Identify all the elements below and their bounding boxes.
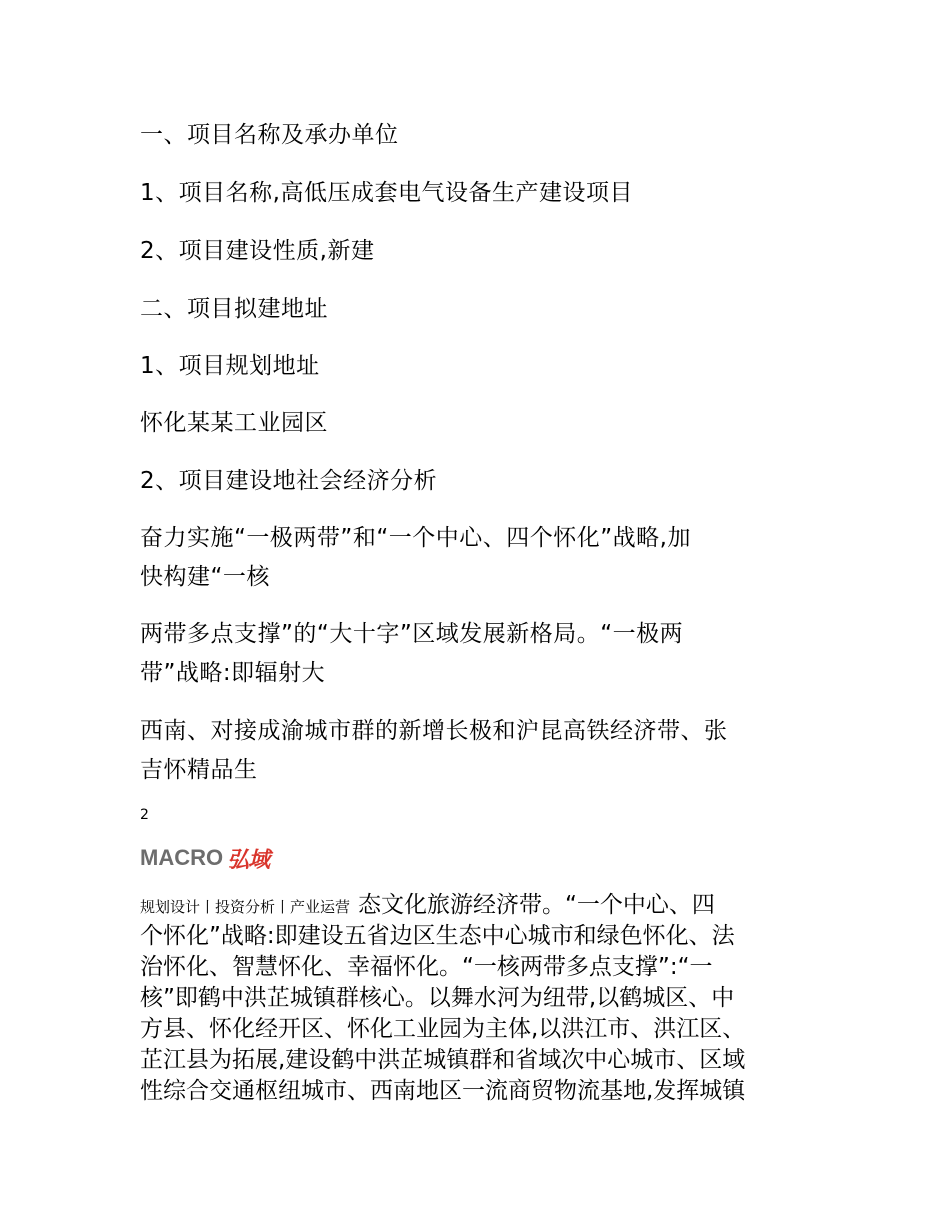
paragraph-line: 芷江县为拓展,建设鹤中洪芷城镇群和省域次中心城市、区域 — [140, 1047, 746, 1073]
heading-project-site: 二、项目拟建地址 — [140, 296, 328, 322]
project-name-line: 1、项目名称,高低压成套电气设备生产建设项目 — [140, 180, 633, 206]
paragraph-line: 治怀化、智慧怀化、幸福怀化。“一核两带多点支撑”:“一 — [140, 954, 713, 980]
body-text-line: 两带多点支撑”的“大十字”区域发展新格局。“一极两 — [140, 621, 684, 647]
heading-project-name-and-organizer: 一、项目名称及承办单位 — [140, 122, 399, 148]
page-number: 2 — [140, 807, 149, 823]
macro-logo — [140, 843, 269, 873]
body-text-line: 吉怀精品生 — [140, 757, 258, 783]
body-text-line: 带”战略:即辐射大 — [140, 660, 326, 686]
project-nature-line: 2、项目建设性质,新建 — [140, 238, 375, 264]
paragraph-line: 个怀化”战略:即建设五省边区生态中心城市和绿色怀化、法 — [140, 923, 735, 949]
logo-mark: 弘域 — [227, 847, 270, 873]
paragraph-line: 态文化旅游经济带。“一个中心、四 — [358, 892, 715, 918]
socio-economic-analysis-line: 2、项目建设地社会经济分析 — [140, 468, 438, 494]
logo-text: MACRO — [140, 845, 224, 870]
body-text-line: 快构建“一核 — [140, 564, 270, 590]
body-text-line: 奋力实施“一极两带”和“一个中心、四个怀化”战略,加 — [140, 525, 691, 551]
site-location-line: 怀化某某工业园区 — [140, 410, 328, 436]
company-tagline: 规划设计丨投资分析丨产业运营 — [140, 898, 351, 916]
project-planning-site-line: 1、项目规划地址 — [140, 353, 320, 379]
body-paragraph-first-line — [140, 890, 810, 923]
paragraph-line: 核”即鹤中洪芷城镇群核心。以舞水河为纽带,以鹤城区、中 — [140, 985, 735, 1011]
body-text-line: 西南、对接成渝城市群的新增长极和沪昆高铁经济带、张 — [140, 718, 728, 744]
paragraph-line: 性综合交通枢纽城市、西南地区一流商贸物流基地,发挥城镇 — [140, 1078, 746, 1104]
paragraph-line: 方县、怀化经开区、怀化工业园为主体,以洪江市、洪江区、 — [140, 1016, 746, 1042]
